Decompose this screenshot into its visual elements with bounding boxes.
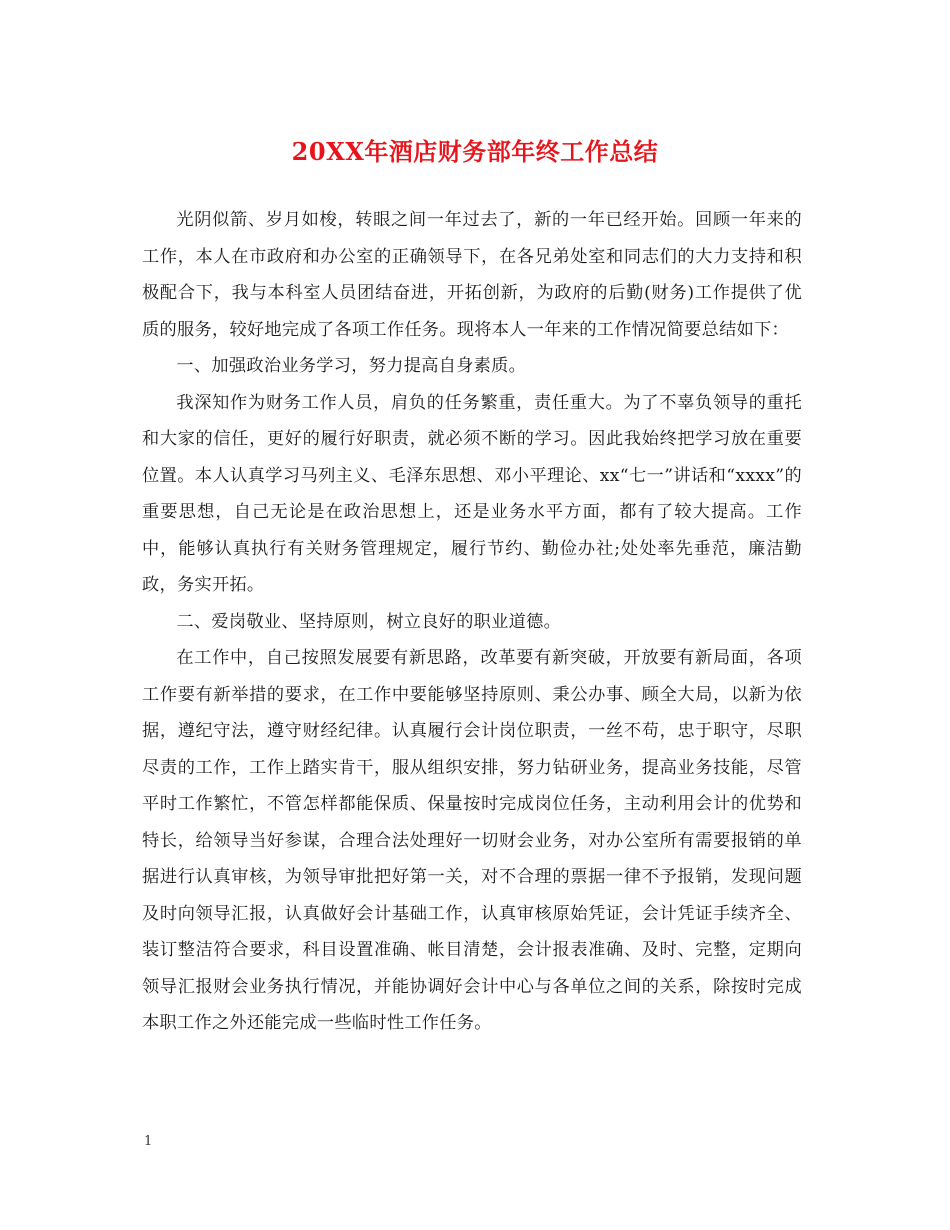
document-title: 20XX年酒店财务部年终工作总结: [291, 137, 659, 166]
document-body: [142, 202, 802, 1042]
section-heading-2: 二、爱岗敬业、坚持原则，树立良好的职业道德。: [176, 611, 562, 632]
paragraph-section-1: 我深知作为财务工作人员，肩负的任务繁重，责任重大。为了不辜负领导的重托和大家的信任，更好的履行好职责，就必须不断的学习。因此我始终把学习放在重要位置。本人认真学习马列主义、毛泽东思想、邓小平理论、xx“七一”讲话和“xxxx”的重要思想，自己无论是在政治思想上，还是业务水平方面，都有了较大提高。工作中，能够认真执行有关财务管理规定，履行节约、勤俭办社;处处率先垂范，廉洁勤政，务实开拓。: [142, 392, 802, 595]
paragraph-intro: 光阴似箭、岁月如梭，转眼之间一年过去了，新的一年已经开始。回顾一年来的工作，本人在市政府和办公室的正确领导下，在各兄弟处室和同志们的大力支持和积极配合下，我与本科室人员团结奋进，开拓创新，为政府的后勤(财务)工作提供了优质的服务，较好地完成了各项工作任务。现将本人一年来的工作情况简要总结如下：: [142, 210, 802, 340]
section-heading-1: 一、加强政治业务学习，努力提高自身素质。: [176, 356, 527, 376]
paragraph-section-2: 在工作中，自己按照发展要有新思路，改革要有新突破，开放要有新局面，各项工作要有新举措的要求，在工作中要能够坚持原则、秉公办事、顾全大局，以新为依据，遵纪守法，遵守财经纪律。认真履行会计岗位职责，一丝不苟，忠于职守，尽职尽责的工作，工作上踏实肯干，服从组织安排，努力钻研业务，提高业务技能，尽管平时工作繁忙，不管怎样都能保质、保量按时完成岗位任务，主动利用会计的优势和特长，给领导当好参谋，合理合法处理好一切财会业务，对办公室所有需要报销的单据进行认真审核，为领导审批把好第一关，对不合理的票据一律不予报销，发现问题及时向领导汇报，认真做好会计基础工作，认真审核原始凭证，会计凭证手续齐全、装订整洁符合要求，科目设置准确、帐目清楚，会计报表准确、及时、完整，定期向领导汇报财会业务执行情况，并能协调好会计中心与各单位之间的关系，除按时完成本职工作之外还能完成一些临时性工作任务。: [142, 648, 802, 1033]
page-number: 1: [144, 1134, 153, 1149]
